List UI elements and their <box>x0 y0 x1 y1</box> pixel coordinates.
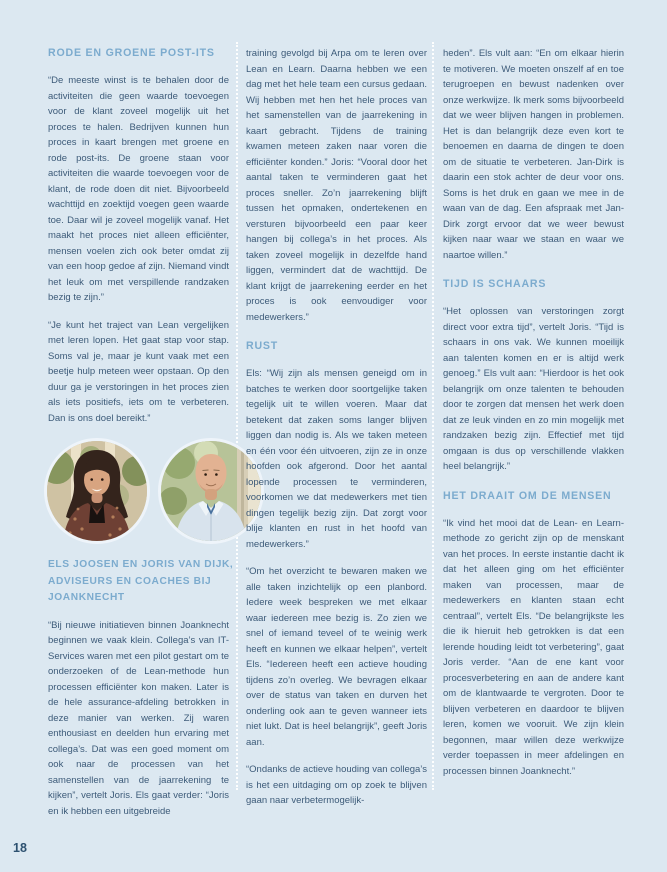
article-column-1 <box>48 46 234 831</box>
section-heading-rust: RUST <box>246 340 279 352</box>
paragraph: heden”. Els vult aan: “En om elkaar hierin te motiveren. We moeten onszelf af en toe terugroepen en bewust nadenken over onze werkwijze. Ik merk soms bijvoorbeeld dat we weer blijven hangen in problemen. Het is dan belangrijk deze even kort te benoemen en daarna de dingen te doen om de situatie te verbeteren. Jan-Dirk is daarin een stok achter de deur voor ons. Soms is het druk en gaan we mee in de waan van de dag. Een afspraak met Jan-Dirk zorgt ervoor dat we weer bewust kijken naar waar we staan en waar we naartoe willen.” <box>443 48 624 261</box>
paragraph: training gevolgd bij Arpa om te leren over Lean en Learn. Daarna hebben we een dag met het hele team een cursus gedaan. Wij hebben met hen het hele proces van het samenstellen van de jaarrekening in kaart gebracht. Tijdens de training kwamen meteen zaken naar voren die efficiënter konden.” Joris: “Vooral door het aantal taken te verminderen gaat het proces sneller. Zo’n jaarrekening blijft tussen het opmaken, ondertekenen en versturen bijvoorbeeld een paar keer hangen bij collega’s in het proces. Als taken zoveel mogelijk in dezelfde hand liggen, vermindert dat de wachttijd. De klant krijgt de jaarrekening eerder en het proces is ook eenvoudiger voor medewerkers.” <box>246 48 427 323</box>
portrait-photos <box>44 438 266 544</box>
article-column-3 <box>443 46 624 791</box>
page-number: 18 <box>13 841 27 855</box>
section-heading-mensen: HET DRAAIT OM DE MENSEN <box>443 489 612 502</box>
woman-portrait-illustration <box>47 441 147 541</box>
paragraph: “Bij nieuwe initiatieven binnen Joanknecht beginnen we vaak klein. Collega’s van IT-Services waren met een pilot gestart om te onderzoeken of de Lean-methode hun processen efficiënter kon maken. Later is de hele assurance-afdeling betrokken in deze manier van werken. Zij waren enthousiast en deelden hun ervaring met collega’s. Dat was een goed moment om ook naar de processen van het samenstellen van de jaarrekening te kijken”, vertelt Joris. Els gaat verder: “Joris en ik hebben een uitgebreide <box>48 619 229 817</box>
paragraph: “Om het overzicht te bewaren maken we alle taken inzichtelijk op een planbord. Iedere week bespreken we met elkaar waar iedereen mee bezig is. Zo zien we snel of iemand teveel of te weinig werk heeft en kunnen we elkaar helpen”, vertelt Els. “Iedereen heeft een actieve houding tijdens zo’n overleg. We bevragen elkaar over de status van taken en durven het onderling ook aan te geven wanneer iets niet lukt. Dat is heel belangrijk”, geeft Joris aan. <box>246 566 427 748</box>
column-divider <box>432 42 434 790</box>
paragraph: “De meeste winst is te behalen door de activiteiten die geen waarde toevoegen voor de klant zoveel mogelijk uit het proces te halen. Bedrijven kunnen hun proces in kaart brengen met groene en rode post-its. De groene staan voor activiteiten die waarde toevoegen voor de klant, de rode doen dit niet. Bijvoorbeeld wachttijd en zoektijd voegen geen waarde toe. Daar wil je zoveel mogelijk vanaf. Het maakt het proces niet alleen efficiënter, mensen voelen zich ook beter omdat zij van een hoop gedoe af zijn. Niemand vindt het leuk om met verspillende randzaken bezig te zijn.” <box>48 75 229 303</box>
paragraph: “Je kunt het traject van Lean vergelijken met leren lopen. Het gaat stap voor stap. Soms val je, maar je kunt vaak met een beetje hulp meteen weer opstaan. Op den duur ga je verstoringen in het proces zien als iets positiefs, iets om te verbeteren. Dan is ons doel bereikt.” <box>48 319 229 424</box>
paragraph: “Ik vind het mooi dat de Lean- en Learn-methode zo gericht zijn op de menskant van het proces. In eerste instantie dacht ik dat het alleen ging om het efficiënter maken van processen, maar de medewerkers en klanten staan echt centraal”, vertelt Els. “De belangrijkste les die ik hieruit heb getrokken is dat een lerende houding leidt tot verbetering”, gaat Joris verder. “Aan de ene kant voor procesverbetering en aan de andere kant om de klantwaarde te vergroten. Door te blijven verbeteren en daardoor te blijven leren, komen we vooruit. We zijn klein begonnen, maar willen deze werkwijze verder toepassen in meer afdelingen en processen binnen Joanknecht.” <box>443 517 624 777</box>
els-joosen-photo <box>44 438 150 544</box>
column-divider <box>236 42 238 790</box>
article-column-2 <box>246 46 427 821</box>
paragraph: “Ondanks de actieve houding van collega’s is het een uitdaging om op zoek te blijven gaan naar verbetermogelijk- <box>246 764 427 806</box>
paragraph: “Het oplossen van verstoringen zorgt direct voor extra tijd”, vertelt Joris. “Tijd is schaars in ons vak. We kunnen moeilijk aan talenten komen en er is altijd werk genoeg.” Els vult aan: “Hierdoor is het ook belangrijk om onze talenten te behouden door te zorgen dat mensen het werk doen dat ze leuk vinden en zo min mogelijk met randzaken bezig zijn. Effectief met tijd omgaan is dus op verschillende vlakken heel belangrijk.” <box>443 306 624 472</box>
section-heading-post-its: RODE EN GROENE POST-ITS <box>48 47 215 59</box>
paragraph: Els: “Wij zijn als mensen geneigd om in batches te werken door soortgelijke taken tegelijk uit te willen voeren. Maar dat betekent dat zaken soms langer blijven liggen dan nodig is. Als we taken meteen en één voor één uitvoeren, zijn ze in onze hoofden ook afgerond. Door het aantal lopende processen te verminderen, voorkomen we dat medewerkers met tien dingen tegelijk bezig zijn. Dat zorgt voor blije klanten en rust in het hoofd van medewerkers.” <box>246 368 427 550</box>
photo-caption: ELS JOOSEN EN JORIS VAN DIJK, ADVISEURS EN COACHES BIJ JOANKNECHT <box>48 559 234 603</box>
section-heading-tijd: TIJD IS SCHAARS <box>443 278 547 290</box>
